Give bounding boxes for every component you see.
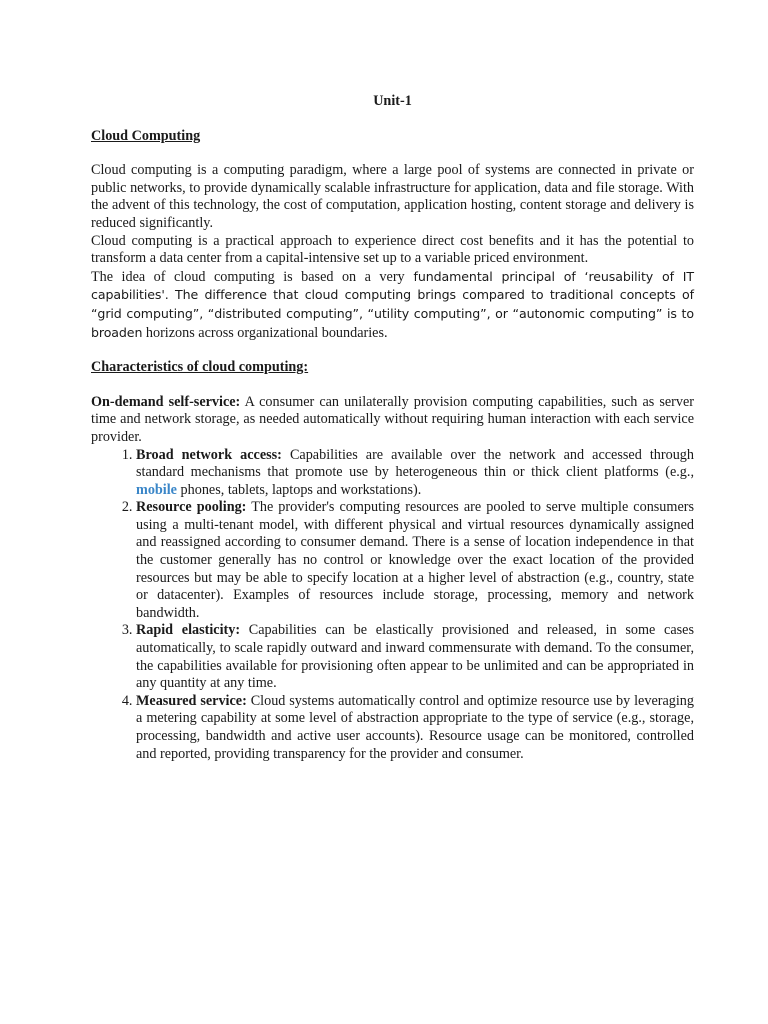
document-content xyxy=(91,93,694,763)
on-demand-label: On-demand self-service: xyxy=(91,393,241,410)
list-item-label: Rapid elasticity: xyxy=(136,622,241,639)
list-item-label: Resource pooling: xyxy=(136,499,247,516)
paragraph-idea-sans: fundamental principal of ‘reusability of IT capabilities'. The difference that cloud computing brings compared to traditional concepts of “grid computing”, “distributed computing”, “utility computing”, or “autonomic computing” is to broaden xyxy=(91,268,695,340)
paragraph-benefits: Cloud computing is a practical approach to experience direct cost benefits and it has the potential to transform a data center from a capital-intensive set up to a variable priced environment. xyxy=(91,232,694,267)
characteristics-list xyxy=(91,447,694,764)
list-item-text: Cloud systems automatically control and optimize resource use by leveraging a metering capability at some level of abstraction appropriate to the type of service (e.g., storage, processing, bandwidth and active user accounts). Resource usage can be monitored, controlled and reported, providing transparency for the provider and consumer. xyxy=(136,692,694,762)
paragraph-on-demand xyxy=(91,394,694,447)
list-item-label: Measured service: xyxy=(136,692,247,709)
list-item-text-after: phones, tablets, laptops and workstations). xyxy=(176,481,422,498)
list-item-resource-pooling xyxy=(136,499,694,622)
section-title-cloud-computing: Cloud Computing xyxy=(91,127,201,144)
paragraph-intro: Cloud computing is a computing paradigm, where a large pool of systems are connected in private or public networks, to provide dynamically scalable infrastructure for application, data and file storage. With the advent of this technology, the cost of computation, application hosting, content storage and delivery is reduced significantly. xyxy=(91,162,694,231)
list-item-rapid-elasticity xyxy=(136,622,694,692)
list-item-broad-network-access xyxy=(136,447,694,500)
on-demand-text: A consumer can unilaterally provision computing capabilities, such as server time and network storage, as needed automatically without requiring human interaction with each service provider. xyxy=(91,393,694,445)
list-item-text: Capabilities can be elastically provisioned and released, in some cases automatically, to scale rapidly outward and inward commensurate with demand. To the consumer, the capabilities available for provisioning often appear to be unlimited and can be appropriated in any quantity at any time. xyxy=(136,622,694,692)
paragraph-idea-tail: horizons across organizational boundaries. xyxy=(142,324,388,341)
unit-title: Unit-1 xyxy=(373,93,412,109)
list-item-measured-service xyxy=(136,693,694,763)
paragraph-idea xyxy=(91,268,694,342)
mobile-link[interactable]: mobile xyxy=(136,481,177,498)
section-title-characteristics: Characteristics of cloud computing: xyxy=(91,359,309,376)
paragraph-idea-serif: The idea of cloud computing is based on a very xyxy=(91,268,405,285)
list-item-label: Broad network access: xyxy=(136,446,282,463)
list-item-text: The provider's computing resources are pooled to serve multiple consumers using a multi-tenant model, with different physical and virtual resources dynamically assigned and reassigned according to consumer demand. There is a sense of location independence in that the customer generally has no control or knowledge over the exact location of the provided resources but may be able to specify location at a higher level of abstraction (e.g., country, state or datacenter). Examples of resources include storage, processing, memory and network bandwidth. xyxy=(136,499,694,621)
list-item-text: Capabilities are available over the network and accessed through standard mechanisms that promote use by heterogeneous thin or thick client platforms (e.g., xyxy=(136,446,694,481)
